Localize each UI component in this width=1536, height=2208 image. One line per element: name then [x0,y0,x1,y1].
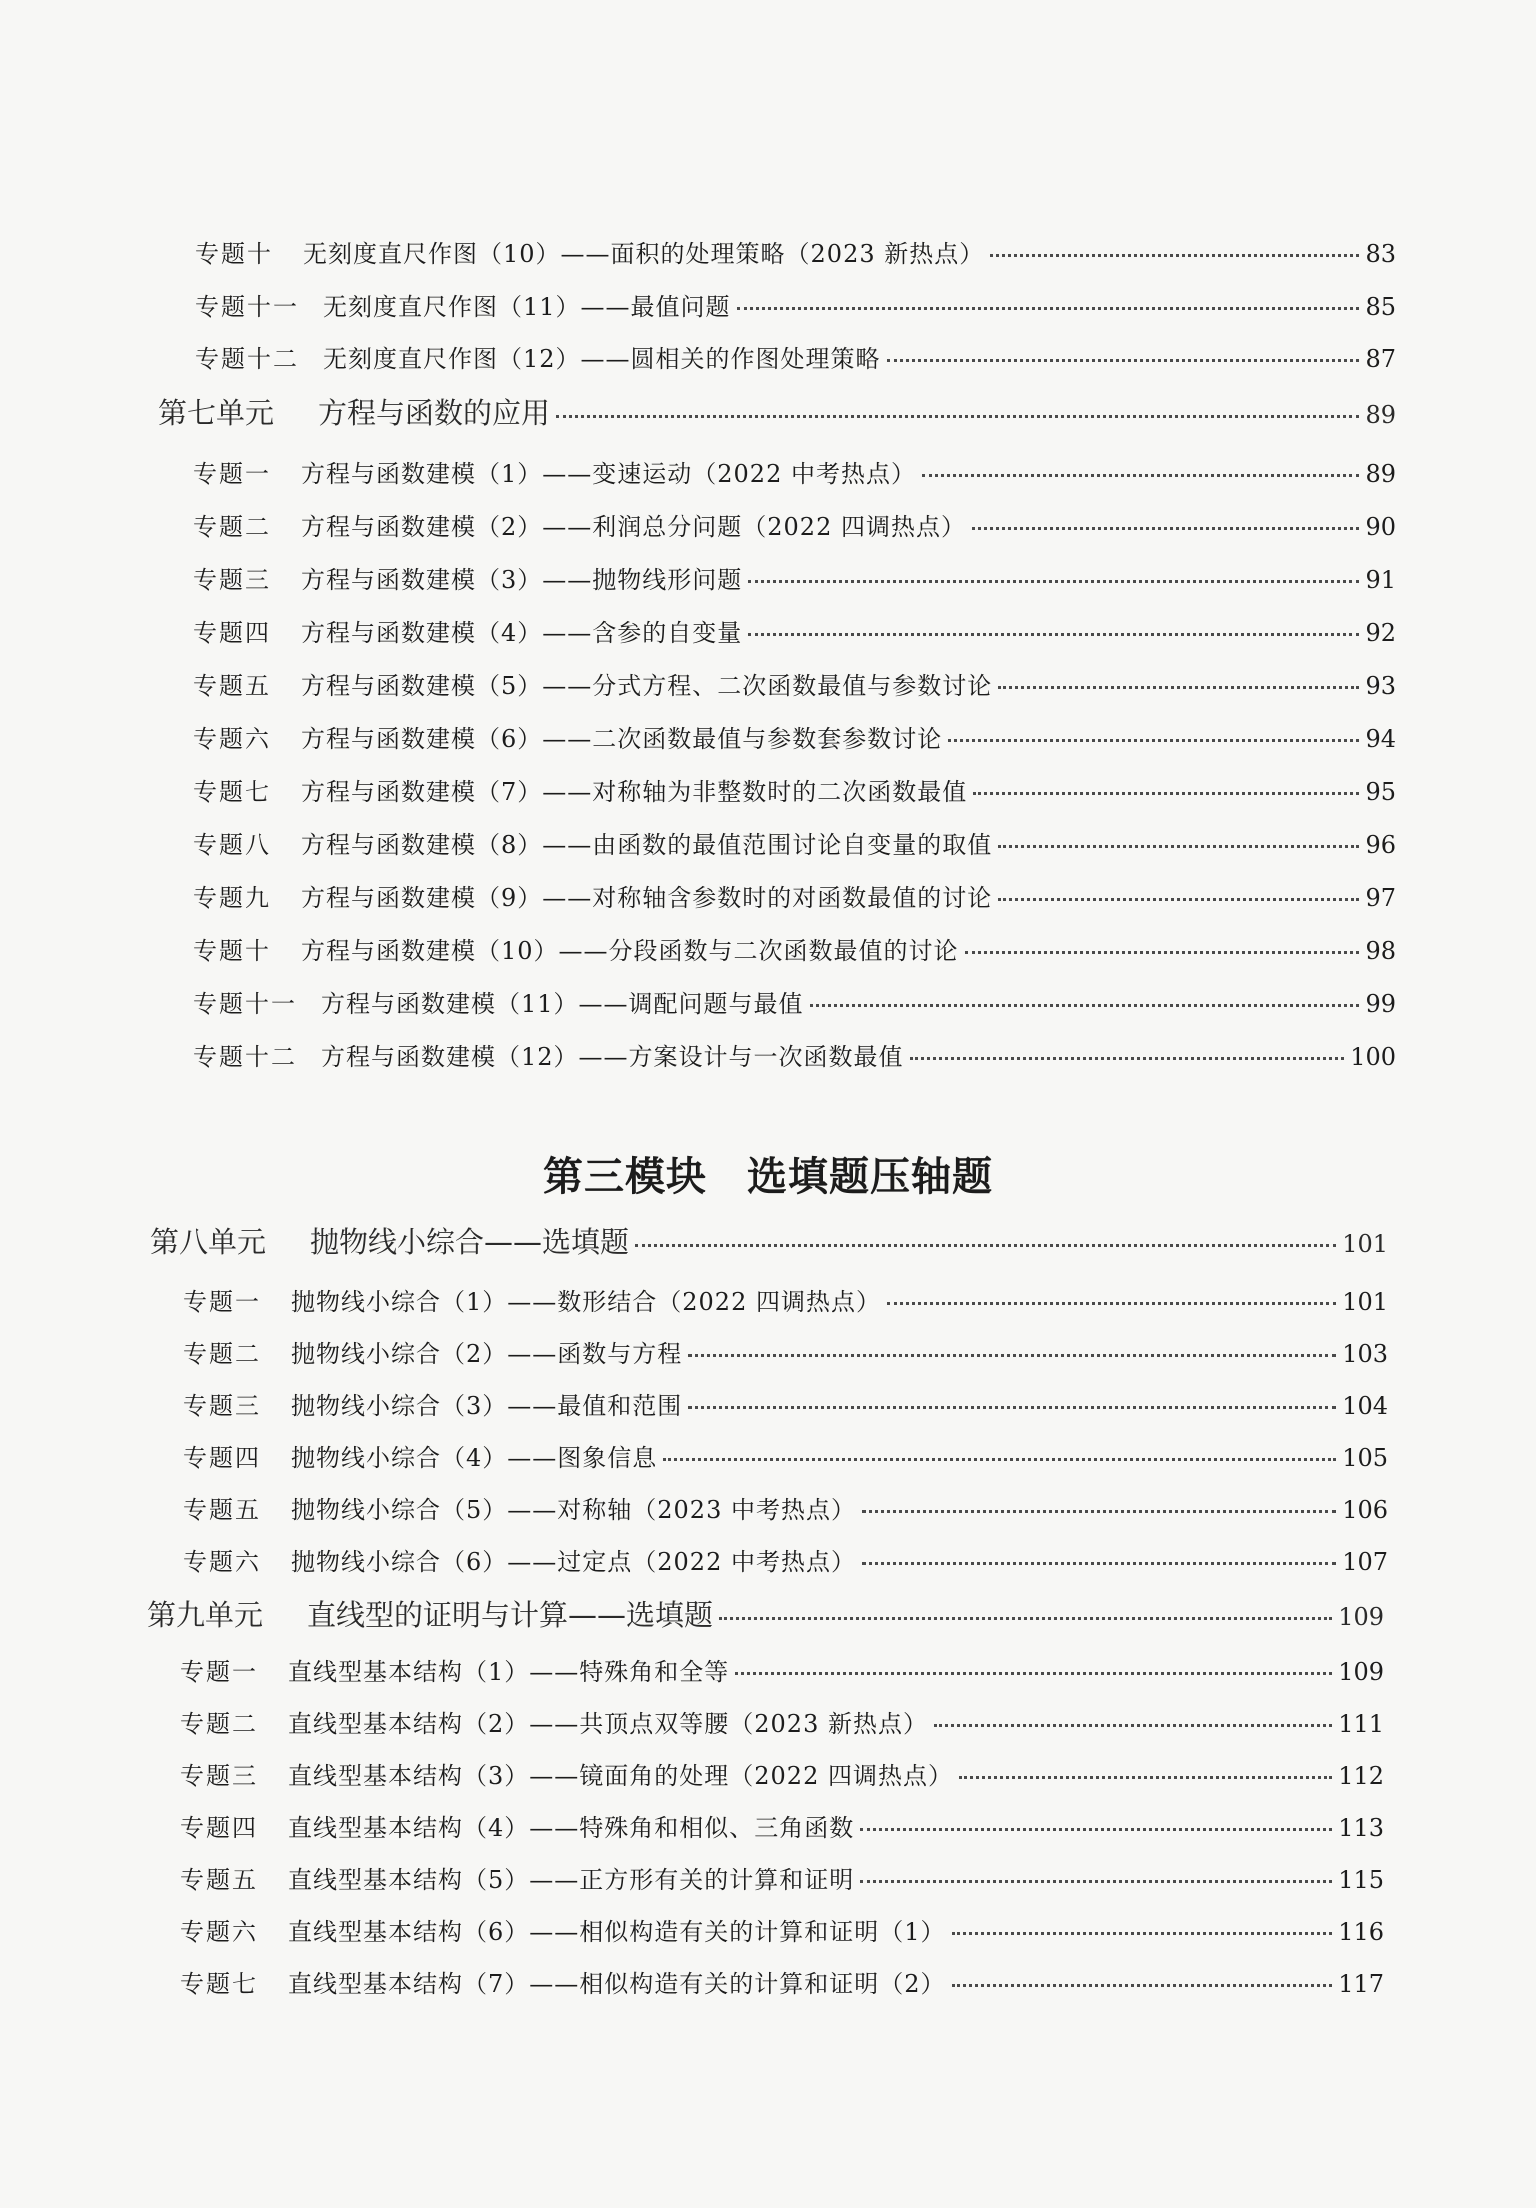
dot-leader [737,307,1360,310]
topic-label: 专题七 [180,1970,258,1998]
topic-title: 抛物线小综合（3）——最值和范围 [291,1392,683,1420]
topic-title: 直线型基本结构（2）——共顶点双等腰（2023 新热点） [288,1710,928,1738]
toc-topic-entry [180,1712,1384,1736]
toc-topic-entry [183,1342,1388,1366]
dot-leader [998,898,1359,901]
topic-title: 抛物线小综合（5）——对称轴（2023 中考热点） [291,1496,856,1524]
page-number: 94 [1365,725,1396,753]
topic-title: 抛物线小综合（4）——图象信息 [291,1444,658,1472]
topic-label: 专题五 [180,1866,258,1894]
topic-label: 专题六 [180,1918,258,1946]
topic-title: 直线型基本结构（5）——正方形有关的计算和证明 [288,1866,855,1894]
topic-title: 方程与函数建模（2）——利润总分问题（2022 四调热点） [301,513,966,541]
toc-topic-entry [193,992,1396,1016]
topic-title: 方程与函数建模（11）——调配问题与最值 [321,990,804,1018]
topic-label: 专题一 [180,1658,258,1686]
page-number: 83 [1365,240,1396,268]
topic-label: 专题二 [180,1710,258,1738]
toc-unit-entry [158,396,1396,430]
dot-leader [965,951,1360,954]
dot-leader [810,1004,1360,1007]
page-number: 97 [1365,884,1396,912]
toc-topic-entry [183,1550,1388,1574]
dot-leader [860,1828,1332,1831]
unit-label: 第七单元 [158,396,275,430]
unit-title: 方程与函数的应用 [318,396,551,430]
page-number: 101 [1342,1230,1388,1258]
toc-topic-entry [193,886,1396,910]
topic-label: 专题一 [183,1288,261,1316]
topic-title: 方程与函数建模（6）——二次函数最值与参数套参数讨论 [301,725,943,753]
page-number: 96 [1365,831,1396,859]
toc-topic-entry [180,1972,1384,1996]
module-heading [0,1145,1536,1202]
dot-leader [973,792,1359,795]
topic-title: 直线型基本结构（4）——特殊角和相似、三角函数 [288,1814,855,1842]
page-number: 85 [1365,293,1396,321]
dot-leader [990,254,1359,257]
page-number: 112 [1338,1762,1384,1790]
topic-label: 专题三 [180,1762,258,1790]
unit-label: 第八单元 [150,1225,267,1259]
topic-label: 专题六 [183,1548,261,1576]
topic-title: 直线型基本结构（3）——镜面角的处理（2022 四调热点） [288,1762,953,1790]
dot-leader [748,580,1359,583]
page-number: 106 [1342,1496,1388,1524]
topic-label: 专题十一 [195,293,299,321]
topic-title: 方程与函数建模（10）——分段函数与二次函数最值的讨论 [301,937,959,965]
toc-topic-entry [180,1764,1384,1788]
dot-leader [735,1672,1332,1675]
topic-title: 方程与函数建模（12）——方案设计与一次函数最值 [321,1043,904,1071]
toc-topic-entry [193,568,1396,592]
page-number: 91 [1365,566,1396,594]
topic-title: 无刻度直尺作图（10）——面积的处理策略（2023 新热点） [303,240,985,268]
topic-label: 专题六 [193,725,271,753]
toc-topic-entry [195,242,1396,266]
dot-leader [748,633,1359,636]
dot-leader [934,1724,1332,1727]
toc-topic-entry [195,347,1396,371]
topic-label: 专题二 [193,513,271,541]
toc-topic-entry [193,462,1396,486]
page-number: 90 [1365,513,1396,541]
dot-leader [862,1562,1336,1565]
page-number: 111 [1338,1710,1384,1738]
toc-topic-entry [193,1045,1396,1069]
dot-leader [719,1617,1332,1620]
topic-title: 方程与函数建模（8）——由函数的最值范围讨论自变量的取值 [301,831,993,859]
page-number: 115 [1338,1866,1384,1894]
topic-label: 专题八 [193,831,271,859]
toc-topic-entry [193,515,1396,539]
topic-label: 专题十二 [195,345,299,373]
dot-leader [948,739,1359,742]
toc-topic-entry [193,727,1396,751]
toc-topic-entry [180,1920,1384,1944]
unit-title: 直线型的证明与计算——选填题 [307,1598,714,1632]
topic-title: 直线型基本结构（7）——相似构造有关的计算和证明（2） [288,1970,946,1998]
toc-unit-entry [147,1598,1384,1632]
page-number: 104 [1342,1392,1388,1420]
topic-label: 专题七 [193,778,271,806]
dot-leader [922,474,1359,477]
topic-title: 方程与函数建模（5）——分式方程、二次函数最值与参数讨论 [301,672,993,700]
toc-topic-entry [195,295,1396,319]
topic-label: 专题三 [193,566,271,594]
page-number: 89 [1365,401,1396,429]
dot-leader [862,1510,1336,1513]
topic-title: 方程与函数建模（3）——抛物线形问题 [301,566,743,594]
topic-label: 专题十 [195,240,273,268]
page-number: 87 [1365,345,1396,373]
dot-leader [635,1244,1336,1247]
dot-leader [663,1458,1336,1461]
topic-label: 专题十一 [193,990,297,1018]
dot-leader [998,845,1359,848]
page-number: 100 [1350,1043,1396,1071]
page-number: 98 [1365,937,1396,965]
page-number: 105 [1342,1444,1388,1472]
topic-label: 专题三 [183,1392,261,1420]
toc-unit-entry [150,1225,1388,1259]
topic-title: 抛物线小综合（2）——函数与方程 [291,1340,683,1368]
topic-label: 专题四 [183,1444,261,1472]
dot-leader [959,1776,1332,1779]
dot-leader [972,527,1359,530]
toc-topic-entry [180,1660,1384,1684]
topic-title: 直线型基本结构（1）——特殊角和全等 [288,1658,730,1686]
topic-label: 专题九 [193,884,271,912]
dot-leader [998,686,1359,689]
dot-leader [556,415,1359,418]
topic-title: 无刻度直尺作图（11）——最值问题 [323,293,731,321]
topic-label: 专题十二 [193,1043,297,1071]
toc-topic-entry [193,780,1396,804]
module-title: 选填题压轴题 [747,1153,993,1200]
topic-title: 抛物线小综合（6）——过定点（2022 中考热点） [291,1548,856,1576]
toc-topic-entry [180,1868,1384,1892]
toc-topic-entry [183,1446,1388,1470]
toc-topic-entry [193,833,1396,857]
page-number: 117 [1338,1970,1384,1998]
page-number: 92 [1365,619,1396,647]
page-number: 109 [1338,1658,1384,1686]
page-number: 107 [1342,1548,1388,1576]
unit-title: 抛物线小综合——选填题 [310,1225,630,1259]
dot-leader [910,1057,1345,1060]
toc-topic-entry [193,674,1396,698]
page-number: 116 [1338,1918,1384,1946]
page-number: 101 [1342,1288,1388,1316]
dot-leader [688,1354,1336,1357]
page-number: 109 [1338,1603,1384,1631]
dot-leader [887,1302,1336,1305]
topic-title: 方程与函数建模（4）——含参的自变量 [301,619,743,647]
toc-topic-entry [193,939,1396,963]
toc-topic-entry [183,1498,1388,1522]
topic-title: 直线型基本结构（6）——相似构造有关的计算和证明（1） [288,1918,946,1946]
dot-leader [952,1984,1333,1987]
topic-label: 专题十 [193,937,271,965]
toc-topic-entry [183,1394,1388,1418]
dot-leader [688,1406,1336,1409]
toc-topic-entry [180,1816,1384,1840]
dot-leader [860,1880,1332,1883]
page-number: 95 [1365,778,1396,806]
topic-label: 专题二 [183,1340,261,1368]
topic-label: 专题五 [193,672,271,700]
page-number: 103 [1342,1340,1388,1368]
topic-label: 专题四 [193,619,271,647]
page-number: 93 [1365,672,1396,700]
module-number: 第三模块 [543,1153,707,1200]
page-number: 113 [1338,1814,1384,1842]
toc-topic-entry [183,1290,1388,1314]
topic-title: 无刻度直尺作图（12）——圆相关的作图处理策略 [323,345,881,373]
page-number: 99 [1365,990,1396,1018]
toc-topic-entry [193,621,1396,645]
unit-label: 第九单元 [147,1598,264,1632]
topic-label: 专题四 [180,1814,258,1842]
topic-title: 方程与函数建模（7）——对称轴为非整数时的二次函数最值 [301,778,968,806]
dot-leader [887,359,1360,362]
topic-title: 抛物线小综合（1）——数形结合（2022 四调热点） [291,1288,881,1316]
topic-title: 方程与函数建模（1）——变速运动（2022 中考热点） [301,460,916,488]
page-number: 89 [1365,460,1396,488]
topic-label: 专题五 [183,1496,261,1524]
topic-label: 专题一 [193,460,271,488]
topic-title: 方程与函数建模（9）——对称轴含参数时的对函数最值的讨论 [301,884,993,912]
dot-leader [952,1932,1333,1935]
